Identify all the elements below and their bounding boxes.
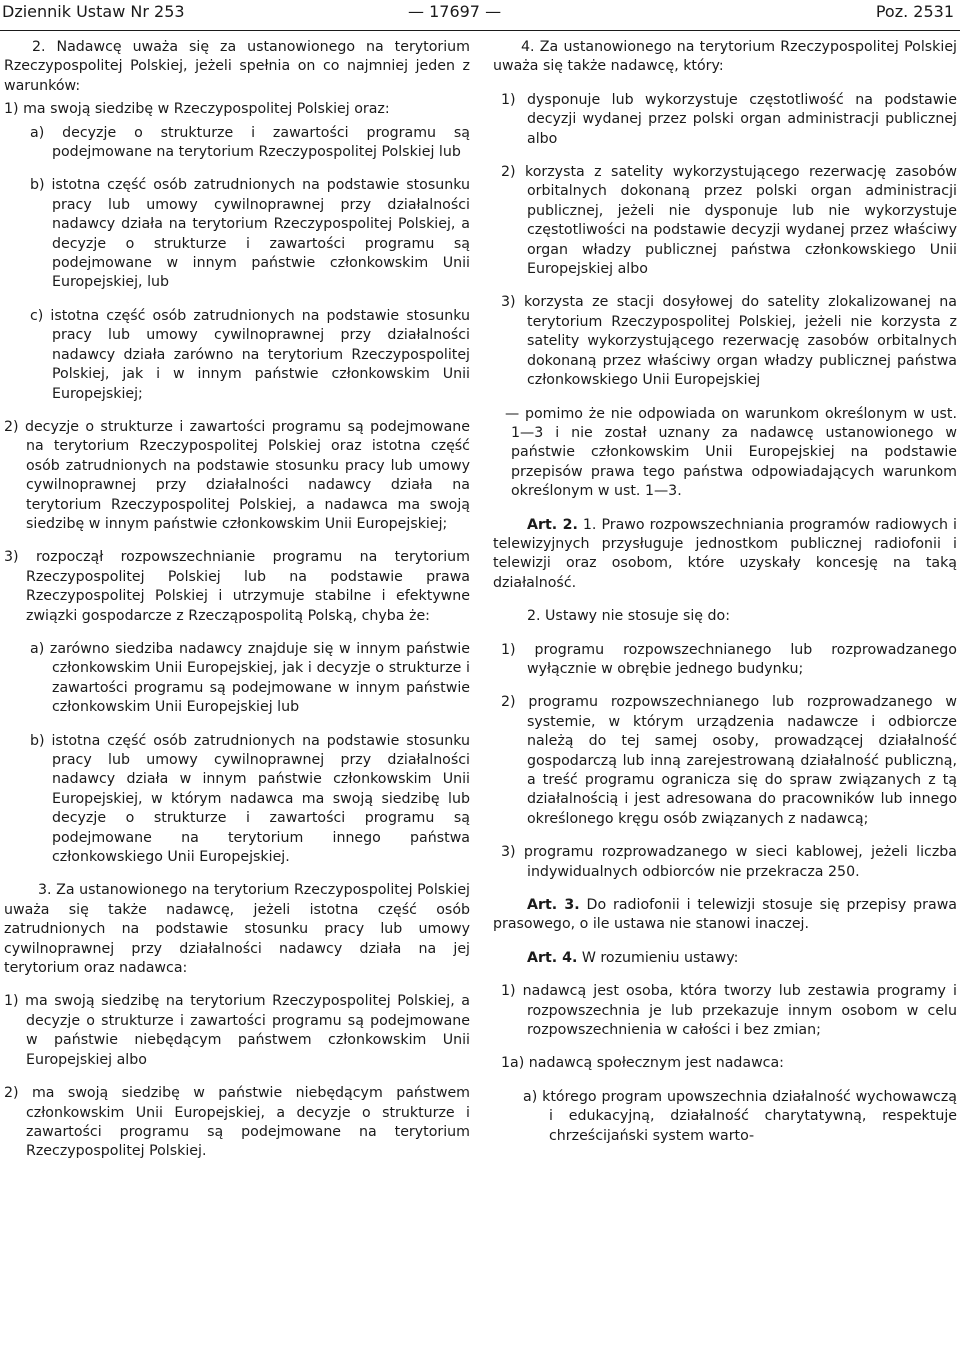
point-3-1: 1) ma swoją siedzibę na terytorium Rzeczypospolitej Polskiej, a decyzje o strukturze i zawartości programu są podejmowane w państwie niebędącym państwem członkowskim Unii Europejskiej albo <box>4 993 470 1068</box>
article-2-label: Art. 2. <box>527 516 578 533</box>
article-2-point-3: 3) programu rozprowadzanego w sieci kablowej, jeżeli liczba indywidualnych odbiorców nie przekracza 250. <box>501 844 957 880</box>
position-number: Poz. 2531 <box>875 2 954 21</box>
right-column <box>493 38 957 1160</box>
point-4-2: 2) korzysta z satelity wykorzystującego rezerwację zasobów orbitalnych dokonaną przez polski organ administracji publicznej, jeżeli nie dysponuje lub nie wykorzystuje częstotliwości na podstawie decyzji wydanej przez właściwy organ władzy publicznej państwa członkowskiego Unii Europejskiej albo <box>501 164 957 278</box>
article-2-paragraph-1 <box>493 516 957 594</box>
paragraph-3-intro: 3. Za ustanowionego na terytorium Rzeczypospolitej Polskiej uważa się także nadawcę, jeżeli istotna część osób zatrudnionych na podstawie stosunku pracy lub umowy cywilnoprawnej przy działalności nadawcy działa na jej terytorium oraz nadawca: <box>4 882 470 977</box>
point-2-1: 1) ma swoją siedzibę w Rzeczypospolitej Polskiej oraz: <box>4 101 390 118</box>
point-2-2: 2) decyzje o strukturze i zawartości programu są podejmowane na terytorium Rzeczypospolitej Polskiej oraz istotna część osób zatrudnionych na podstawie stosunku pracy lub umowy cywilnoprawnej przy działalności nadawcy działa na terytorium Rzeczypospolitej Polskiej, a nadawca ma swoją siedzibę w innym państwie członkowskim Unii Europejskiej; <box>4 418 470 532</box>
article-4-point-1: 1) nadawcą jest osoba, która tworzy lub zestawia programy i rozpowszechnia je lub przekazuje innym osobom w celu rozpowszechnienia w całości i bez zmian; <box>501 983 957 1039</box>
journal-title: Dziennik Ustaw Nr 253 <box>2 2 185 21</box>
article-2-paragraph-2: 2. Ustawy nie stosuje się do: <box>527 608 730 625</box>
article-2-point-1: 1) programu rozpowszechnianego lub rozprowadzanego wyłącznie w obrębie jednego budynku; <box>501 641 957 677</box>
point-2-1-c: c) istotna część osób zatrudnionych na podstawie stosunku pracy lub umowy cywilnoprawnej przy działalności nadawcy działa zarówno na terytorium Rzeczypospolitej Polskiej, jak i w innym państwie członkowskim Unii Europejskiej; <box>30 307 470 402</box>
paragraph-2-intro: 2. Nadawcę uważa się za ustanowionego na terytorium Rzeczypospolitej Polskiej, jeżeli spełnia on co najmniej jeden z warunków: <box>4 39 470 94</box>
point-2-3: 3) rozpoczął rozpowszechnianie programu na terytorium Rzeczypospolitej Polskiej lub na podstawie prawa Rzeczypospolitej Polskiej i utrzymuje stabilne i efektywne związki gospodarcze z Rzecząpospolitą Polską, chyba że: <box>4 549 470 624</box>
point-2-1-a: a) decyzje o strukturze i zawartości programu są podejmowane na terytorium Rzeczypospolitej Polskiej lub <box>30 124 470 161</box>
article-4-point-1a-a: a) którego program upowszechnia działalność wychowawczą i edukacyjną, działalność charytatywną, respektuje chrześcijański system warto- <box>523 1088 957 1144</box>
point-2-1-b: b) istotna część osób zatrudnionych na podstawie stosunku pracy lub umowy cywilnoprawnej przy działalności nadawcy działa na terytorium Rzeczypospolitej Polskiej, a decyzje o strukturze i zawartości programu są podejmowane w innym państwie członkowskim Unii Europejskiej, lub <box>30 177 470 291</box>
point-4-1: 1) dysponuje lub wykorzystuje częstotliwość na podstawie decyzji wydanej przez polski organ administracji publicznej albo <box>501 91 957 147</box>
page-header <box>0 0 960 31</box>
article-2-text: 1. Prawo rozpowszechniania programów radiowych i telewizyjnych przysługuje jednostkom publicznej radiofonii i telewizji oraz osobom, które uzyskały koncesję na taką działalność. <box>493 516 957 591</box>
page-number: — 17697 — <box>408 2 502 21</box>
article-4-intro <box>493 949 957 968</box>
point-4-3: 3) korzysta ze stacji dosyłowej do satelity zlokalizowanej na terytorium Rzeczypospolitej Polskiej, jeżeli nie korzysta z satelity wykorzystującego rezerwację zasobów orbitalnych dokonaną przez właściwy organ władzy publicznej państwa członkowskiego Unii Europejskiej <box>501 294 957 389</box>
paragraph-4-dash-clause: — pomimo że nie odpowiada on warunkom określonym w ust. 1—3 i nie został uznany za nadawcę ustanowionego w państwie członkowskim Unii Europejskiej na podstawie przepisów prawa tego państwa odpowiadających warunkom określonym w ust. 1—3. <box>505 405 957 500</box>
point-3-2: 2) ma swoją siedzibę w państwie niebędącym państwem członkowskim Unii Europejskiej, a decyzje o strukturze i zawartości programu są podejmowane na terytorium Rzeczypospolitej Polskiej. <box>4 1085 470 1160</box>
article-4-point-1a: 1a) nadawcą społecznym jest nadawca: <box>501 1055 784 1072</box>
article-4-label: Art. 4. <box>527 949 578 966</box>
paragraph-4-intro: 4. Za ustanowionego na terytorium Rzeczypospolitej Polskiej uważa się także nadawcę, który: <box>493 39 957 75</box>
point-2-3-a: a) zarówno siedziba nadawcy znajduje się w innym państwie członkowskim Unii Europejskiej, jak i decyzje o strukturze i zawartości programu są podejmowane w innym państwie członkowskim Unii Europejskiej lub <box>30 640 470 716</box>
article-3-label: Art. 3. <box>527 897 580 914</box>
point-2-3-b: b) istotna część osób zatrudnionych na podstawie stosunku pracy lub umowy cywilnoprawnej przy działalności nadawcy działa w innym państwie członkowskim Unii Europejskiej, w którym nadawca ma swoją siedzibę lub decyzje o strukturze i zawartości programu są podejmowane na terytorium innego państwa członkowskiego Unii Europejskiej. <box>30 732 470 866</box>
left-column <box>4 38 470 1176</box>
article-3-text: Do radiofonii i telewizji stosuje się przepisy prawa prasowego, o ile ustawa nie stanowi inaczej. <box>493 897 957 933</box>
article-2-point-2: 2) programu rozpowszechnianego lub rozprowadzanego w systemie, w którym urządzenia nadawcze i odbiorcze należą do tej samej osoby, prowadzącej działalność gospodarczą lub inną zarejestrowaną działalność publiczną, a treść programu ogranicza się do spraw związanych z tą działalnością i jest adresowana do pracowników lub innego określonego kręgu osób związanych z nadawcą; <box>501 694 957 827</box>
article-4-text: W rozumieniu ustawy: <box>577 949 739 966</box>
article-3 <box>493 896 957 935</box>
